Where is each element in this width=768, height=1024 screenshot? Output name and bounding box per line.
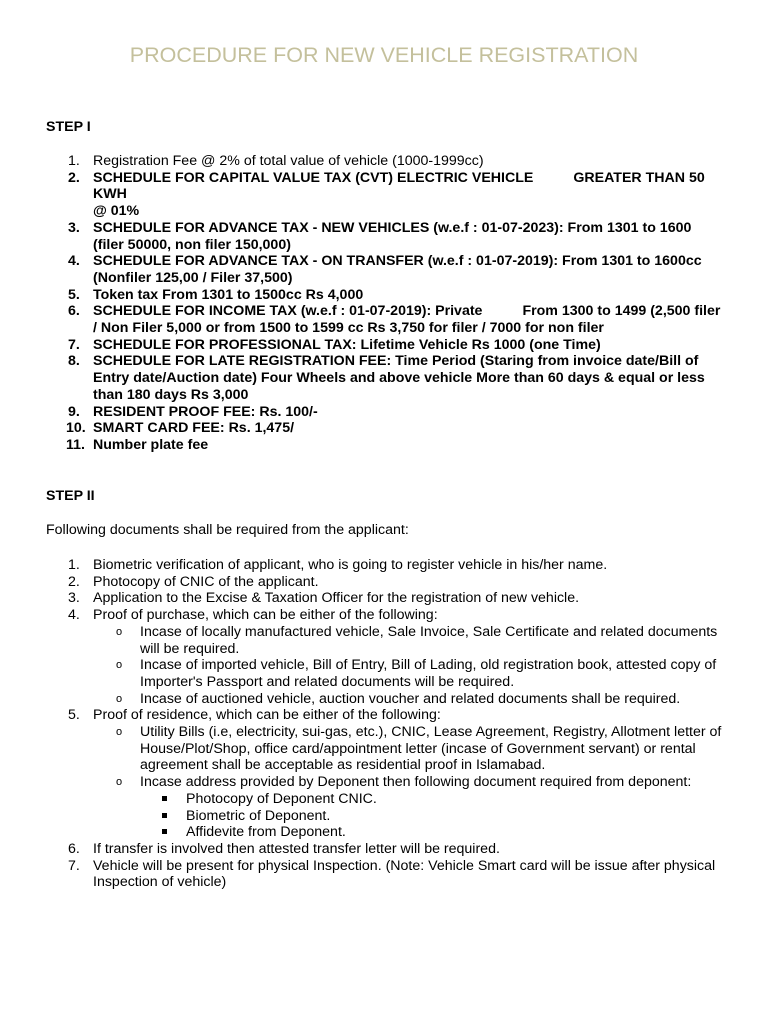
sub2-item-text: Photocopy of Deponent CNIC. <box>186 790 377 807</box>
square-bullet-icon <box>162 796 167 801</box>
deponent-documents <box>140 791 726 841</box>
item-number: 5. <box>68 707 80 724</box>
item-text: RESIDENT PROOF FEE: Rs. 100/- <box>93 403 318 420</box>
purchase-proof-options <box>93 624 726 708</box>
step2-item-1 <box>46 557 726 574</box>
step1-item-3 <box>46 220 726 253</box>
step1-list <box>46 153 726 454</box>
step2-item-7 <box>46 858 726 891</box>
item-number: 3. <box>68 219 80 236</box>
step2-item-5 <box>46 707 726 841</box>
item-number: 2. <box>68 169 80 186</box>
sub2-list-item <box>140 808 726 825</box>
step1-item-11 <box>46 437 726 454</box>
step2-list <box>46 557 726 891</box>
step1-item-8 <box>46 353 726 403</box>
sub-item-text: Utility Bills (i.e, electricity, sui-gas, etc.), CNIC, Lease Agreement, Registry, Allotment letter of House/Plot/Shop, office card/appointment letter (incase of Government servant) or rental agreement shall be acceptable as residential proof in Islamabad. <box>140 724 722 774</box>
step2-item-6 <box>46 841 726 858</box>
residence-proof-options <box>93 724 726 841</box>
item-text: Vehicle will be present for physical Inspection. (Note: Vehicle Smart card will be issue after physical Inspection of vehicle) <box>93 857 716 891</box>
item-text: SCHEDULE FOR ADVANCE TAX - NEW VEHICLES (w.e.f : 01-07-2023): From 1301 to 1600 (filer 50000, non filer 150,000) <box>93 219 692 253</box>
circle-bullet-icon: o <box>116 692 123 705</box>
step1-item-6 <box>46 303 726 336</box>
step2-intro: Following documents shall be required from the applicant: <box>46 522 409 538</box>
item-number: 4. <box>68 253 80 270</box>
item-number: 6. <box>68 840 80 857</box>
sub-item-text: Incase of imported vehicle, Bill of Entry, Bill of Lading, old registration book, attested copy of Importer's Passport and related documents will be required. <box>140 657 717 690</box>
sub-item-text: Incase address provided by Deponent then following document required from deponent: <box>140 774 692 791</box>
item-number: 7. <box>68 857 80 874</box>
item-text: SMART CARD FEE: Rs. 1,475/ <box>93 420 295 437</box>
item-number: 2. <box>68 573 80 590</box>
item-text-rate: @ 01% <box>93 203 140 220</box>
sub-list-item <box>93 691 726 708</box>
sub-item-text: Incase of locally manufactured vehicle, Sale Invoice, Sale Certificate and related documents will be required. <box>140 623 718 657</box>
step1-item-2 <box>46 170 726 220</box>
item-text: Application to the Excise & Taxation Officer for the registration of new vehicle. <box>93 590 580 607</box>
circle-bullet-icon: o <box>116 659 123 672</box>
item-text-cont: GREATER THAN 50 KWH <box>93 169 705 203</box>
step2-heading: STEP II <box>46 488 95 504</box>
item-text: Proof of purchase, which can be either of the following: <box>93 607 438 624</box>
step1-item-4 <box>46 253 726 286</box>
sub-list-item <box>93 624 726 657</box>
item-number: 9. <box>68 403 80 420</box>
step2-item-3 <box>46 590 726 607</box>
item-text: Token tax From 1301 to 1500cc Rs 4,000 <box>93 286 364 303</box>
item-number: 10. <box>66 420 86 437</box>
square-bullet-icon <box>162 829 167 834</box>
step1-item-9 <box>46 404 726 421</box>
sub-item-text: Incase of auctioned vehicle, auction voucher and related documents shall be required. <box>140 690 681 707</box>
circle-bullet-icon: o <box>116 726 123 739</box>
item-number: 1. <box>68 153 80 169</box>
circle-bullet-icon: o <box>116 625 123 638</box>
square-bullet-icon <box>162 813 167 818</box>
step1-item-1 <box>46 153 726 170</box>
item-text: SCHEDULE FOR INCOME TAX (w.e.f : 01-07-2019): Private <box>93 303 483 320</box>
item-text: SCHEDULE FOR LATE REGISTRATION FEE: Time Period (Staring from invoice date/Bill of Entry date/Auction date) Four Wheels and above vehicle More than 60 days & equal or less than 180 days Rs 3,000 <box>93 353 705 403</box>
step1-item-7 <box>46 337 726 354</box>
item-text: Number plate fee <box>93 436 209 453</box>
sub2-list-item <box>140 791 726 808</box>
item-number: 3. <box>68 590 80 607</box>
item-number: 5. <box>68 286 80 303</box>
step2-item-2 <box>46 574 726 591</box>
sub2-item-text: Affidevite from Deponent. <box>186 824 346 841</box>
sub-list-item <box>93 724 726 774</box>
circle-bullet-icon: o <box>116 776 123 789</box>
item-text: Photocopy of CNIC of the applicant. <box>93 573 319 590</box>
sub-list-item <box>93 657 726 690</box>
sub2-item-text: Biometric of Deponent. <box>186 807 331 824</box>
sub-list-item <box>93 774 726 841</box>
item-number: 1. <box>68 557 80 573</box>
item-number: 7. <box>68 336 80 353</box>
step2-item-4 <box>46 607 726 707</box>
step1-item-5 <box>46 287 726 304</box>
item-text: If transfer is involved then attested transfer letter will be required. <box>93 840 500 857</box>
item-text: SCHEDULE FOR PROFESSIONAL TAX: Lifetime Vehicle Rs 1000 (one Time) <box>93 336 601 353</box>
step1-heading: STEP I <box>46 119 91 135</box>
item-number: 4. <box>68 607 80 624</box>
sub2-list-item <box>140 824 726 841</box>
item-text: SCHEDULE FOR ADVANCE TAX - ON TRANSFER (w.e.f : 01-07-2019): From 1301 to 1600cc (Nonfiler 125,00 / Filer 37,500) <box>93 253 702 286</box>
item-text: Registration Fee @ 2% of total value of vehicle (1000-1999cc) <box>93 153 484 169</box>
item-text: SCHEDULE FOR CAPITAL VALUE TAX (CVT) ELECTRIC VEHICLE <box>93 169 534 186</box>
item-text: Proof of residence, which can be either of the following: <box>93 707 441 724</box>
step1-item-10 <box>46 420 726 437</box>
item-number: 8. <box>68 353 80 370</box>
item-number: 6. <box>68 303 80 320</box>
item-number: 11. <box>66 436 85 453</box>
item-text: Biometric verification of applicant, who is going to register vehicle in his/her name. <box>93 557 608 573</box>
item-text-cont: From 1300 to 1499 (2,500 filer / Non Filer 5,000 or from 1500 to 1599 cc Rs 3,750 for filer / 7000 for non filer <box>93 303 721 337</box>
page-title: PROCEDURE FOR NEW VEHICLE REGISTRATION <box>129 43 639 67</box>
